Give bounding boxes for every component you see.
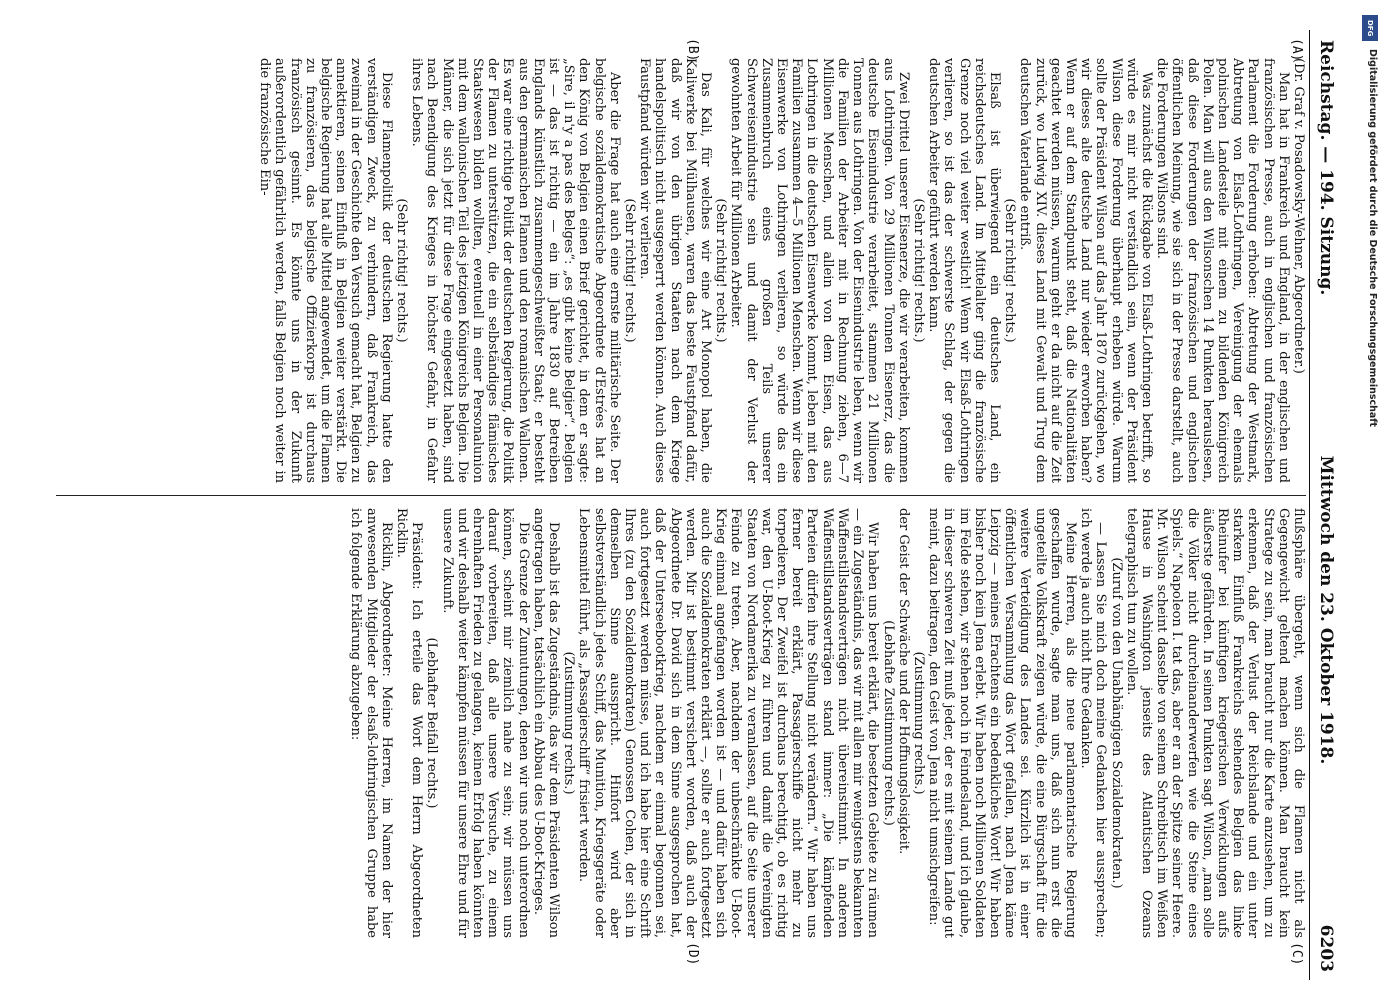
paragraph: Elsaß ist überwiegend ein deutsches Land, ein reichsdeutsches Land. Im Mittelalter ging die französische Grenze noch viel weiter westlich! Wenn wir Elsaß-Lothringen verlieren, so ist das der schwerste Schlag, der gegen die deutschen Arbeiter geführt werden kann.: [926, 58, 1002, 483]
interjection: (Sehr richtig! rechts.): [910, 198, 926, 343]
interjection: (Lebhafte Zustimmung rechts.): [880, 620, 896, 826]
interjection: (Lebhafter Beifall rechts.): [424, 637, 440, 809]
interjection: (Sehr richtig! rechts.): [622, 198, 638, 343]
speaker-paragraph: Ricklin, Abgeordneter: Meine Herren, im Namen der hier anwesenden Mitglieder der elsaß-lothringischen Gruppe habe ich folgende Erklärung abzugeben:: [348, 508, 394, 938]
paragraph: Meine Herren, als die neue parlamentarische Regierung geschaffen wurde, sagte man uns, daß sich nun erst die ungeteilte Volkskraft zeigen würde, die eine Bürgschaft für die weitere Verteidigung des Landes sei. Kürzlich ist in einer öffentlichen Versammlung das Wort gefallen, nach Jena käme Leipzig — meines Erachtens ein bedenkliches Wort! Wir haben bisher noch kein Jena erlebt. Wir haben noch Millionen Soldaten im Felde stehen, wir stehen noch in Feindesland, und ich glaube, in dieser schweren Zeit muß jeder, der es mit seinem Lande gut meint, dazu beitragen, den Geist von Jena nicht umsichgreifen:: [926, 508, 1078, 938]
header-session: Reichstag. — 194. Sitzung.: [1315, 40, 1336, 296]
margin-marker-c: (C): [1289, 942, 1304, 966]
interjection: (Sehr richtig! rechts.): [1002, 198, 1018, 343]
column-divider: [56, 495, 1306, 496]
paragraph: Man hat in Frankreich und England, in der englischen und französischen Presse, auch in englischen und französischen Parlament die Forderung erhoben: Abtretung der Westmark, Abtretung von Elsaß-Lothringen, Vereinigung der ehemals polnischen Landesteile mit einem zu bildenden Königreich Polen. Man will aus den Wilsonschen 14 Punkten herauslesen, daß diese Forderungen der französischen und englischen öffentlichen Meinung, wie sie sich in der Presse darstellt, auch die Forderungen Wilsons sind.: [1154, 58, 1291, 483]
dfg-logo: DFG: [1362, 15, 1378, 41]
credit-text: Digitalisierung gefördert durch die Deutsche Forschungsgemeinschaft: [1367, 49, 1378, 427]
digitization-credit: [1360, 15, 1380, 985]
interjection: (Zuruf von den Unabhängigen Sozialdemokraten.): [1108, 557, 1124, 889]
page-header: [1309, 30, 1340, 980]
paragraph: Aber die Frage hat auch eine ernste militärische Seite. Der belgische sozialdemokratische Abgeordnete d'Estrées hat an den König von Belgien einen Brief gerichtet, in dem er sagte: „Sire, il n'y a pas des Belges“: „es gibt keine Belgier“. Belgien ist — das ist richtig — ein im Jahre 1830 auf Betreiben Englands künstlich zusammengeschweißter Staat; er besteht aus den germanischen Flamen und den romanischen Wallonen. Es war eine richtige Politik der deutschen Regierung, die Politik der Flamen zu unterstützen, die ein selbständiges flämisches Staatswesen bilden wollten, eventuell in einer Personalunion mit dem wallonischen Teil des jetzigen Königreichs Belgien. Die Männer, die sich jetzt für diese Frage eingesetzt haben, sind nach Beendigung des Krieges in höchster Gefahr, in Gefahr ihres Lebens.: [409, 58, 622, 483]
right-column: [56, 508, 1306, 938]
paragraph: — Lassen Sie mich doch meine Gedanken hier aussprechen; ich werde ja auch nicht Ihre Gedanken.: [1078, 508, 1109, 938]
paragraph: Zwei Drittel unserer Eisenerze, die wir verarbeiten, kommen aus Lothringen. Von 29 Millionen Tonnen Eisenerz, das die deutsche Eisenindustrie verarbeitet, stammen 21 Millionen Tonnen aus Lothringen. Von der Eisenindustrie leben, wenn wir die Familien der Arbeiter mit in Rechnung ziehen, 6—7 Millionen Menschen, und allein von dem Eisen, das aus Lothringen in die deutschen Eisenwerke kommt, leben mit den Familien zusammen 4—5 Millionen Menschen. Wenn wir diese Eisenwerke von Lothringen verlieren, so würde das ein Zusammenbruch eines großen Teils unserer Schwereisenindustrie sein und damit der Verlust der gewohnten Arbeit für Millionen Arbeiter.: [728, 58, 911, 483]
paragraph: Was zunächst die Rückgabe von Elsaß-Lothringen betrifft, so würde es mir nicht verständlich sein, wenn der Präsident Wilson diese Forderung überhaupt erheben würde. Warum sollte der Präsident Wilson auf das Jahr 1870 zurückgehen, wo wir dieses alte deutsche Land nur wieder erworben haben? Wenn er auf dem Standpunkt steht, daß die Nationalitäten geachtet werden müssen, warum geht er da nicht auf die Zeit zurück, wo Ludwig XIV. dieses Land mit Gewalt und Trug dem deutschen Vaterlande entriß.: [1017, 58, 1154, 483]
header-date: Mittwoch den 23. Oktober 1918.: [1315, 455, 1336, 765]
paragraph: Die Grenze der Zumutungen, denen wir uns noch unterordnen können, scheint mir ziemlich nahe zu sein; wir müssen uns darauf vorbereiten, daß alle unsere Versuche, zu einem ehrenhaften Frieden zu gelangen, keinen Erfolg haben könnten und wir deshalb weiter kämpfen müssen für unsere Ehre und für unsere Zukunft.: [439, 508, 531, 938]
paragraph: Diese Flamenpolitik der deutschen Regierung hatte den verständigen Zweck, zu verhindern, daß Frankreich, das zweimal in der Geschichte den Versuch gemacht hat, Belgien zu annektieren, seinen Einfluß in Belgien weiter verstärkt. Die belgische Regierung hat alle Mittel angewendet, um die Flamen zu französieren, das belgische Offizierkorps ist durchaus französisch gesinnt. Es könnte uns in der Zukunft außerordentlich gefährlich werden, falls Belgien noch weiter in die französische Ein-: [257, 58, 394, 483]
paragraph: flußsphäre übergeht, wenn sich die Flamen nicht als Gegengewicht geltend machen können. Man braucht kein Stratege zu sein, man braucht nur die Karte anzusehen, um zu erkennen, daß der Verlust der Reichslande und ein unter starkem Einfluß Frankreichs stehendes Belgien das linke Rheinufer bei künftigen kriegerischen Verwicklungen aufs äußerste gefährden. In seinen Punkten sagt Wilson, „man solle die Völker nicht durcheinanderwerfen wie die Steine eines Spiels.“ Napoleon I. tat das, aber er an der Spitze seiner Heere. Mr. Wilson scheint dasselbe von seinem Schreibtisch im Weißen Hause in Washington jenseits des Atlantischen Ozeans telegraphisch tun zu wollen.: [1123, 508, 1306, 938]
rotated-page-content: [50, 30, 1340, 980]
paragraph: der Geist der Schwäche und der Hoffnungslosigkeit.: [895, 508, 911, 855]
left-column: [56, 58, 1306, 483]
paragraph: Das Kali, für welches wir eine Art Monopol haben, die Kaliwerke bei Mülhausen, waren das beste Faustpfand dafür, daß wir von den übrigen Staaten nach dem Kriege handelspolitisch nicht ausgesperrt werden können. Auch dieses Faustpfand würden wir verlieren.: [637, 58, 714, 483]
interjection: (Zustimmung rechts.): [561, 651, 577, 795]
margin-marker-d: (D): [685, 942, 700, 966]
margin-marker-b: (B): [685, 38, 700, 62]
interjection: (Zustimmung rechts.): [910, 651, 926, 795]
interjection: (Sehr richtig! rechts.): [394, 198, 410, 343]
speaker-paragraph: Präsident: Ich erteile das Wort dem Herrn Abgeordneten Ricklin.: [394, 508, 425, 938]
paragraph: Deshalb ist das Zugeständnis, das wir dem Präsidenten Wilson angetragen haben, tatsächlich ein Abbau des U-Boot-Krieges.: [530, 508, 562, 938]
paragraph: Wir haben uns bereit erklärt, die besetzten Gebiete zu räumen — ein Zugeständnis, das wir mit allen mir wenigstens bekannten Waffenstillstandsverträgen nicht übereinstimmt. In anderen Waffenstillstandsverträgen stand immer: „Die kämpfenden Parteien dürfen ihre Stellung nicht verändern.“ Wir haben uns ferner bereit erklärt, Passagierschiffe nicht mehr zu torpedieren. Der Zweifel ist durchaus berechtigt, ob es richtig war, den U-Boot-Krieg zu führen und damit die Vereinigten Staaten von Nordamerika zu veranlassen, auf die Seite unserer Feinde zu treten. Aber, nachdem der unbeschränkte U-Boot-Krieg einmal angefangen worden ist — und dafür haben sich auch die Sozialdemokraten erklärt —, sollte er auch fortgesetzt werden. Mir ist bestimmt versichert worden, daß auch der Abgeordnete Dr. David sich in dem Sinne ausgesprochen hat, daß der Unterseebootkrieg, nachdem er einmal begonnen sei, auch fortgesetzt werden müsse, und ich habe hier eine Schrift Ihres (zu den Sozialdemokraten) Genossen Cohen, der sich in demselben Sinne ausspricht. Hinfort wird aber selbstverständlich jedes Schiff, das Munition, Kriegsgeräte oder Lebensmittel führt, als „Passagierschiff“ frisiert werden.: [576, 508, 881, 938]
margin-marker-a: (A): [1289, 38, 1304, 62]
interjection: (Sehr richtig! rechts.): [713, 198, 729, 343]
paragraph: (Dr. Graf v. Posadowsky-Wehner, Abgeordneter.): [1291, 58, 1306, 374]
page-number: 6203: [1315, 924, 1336, 972]
